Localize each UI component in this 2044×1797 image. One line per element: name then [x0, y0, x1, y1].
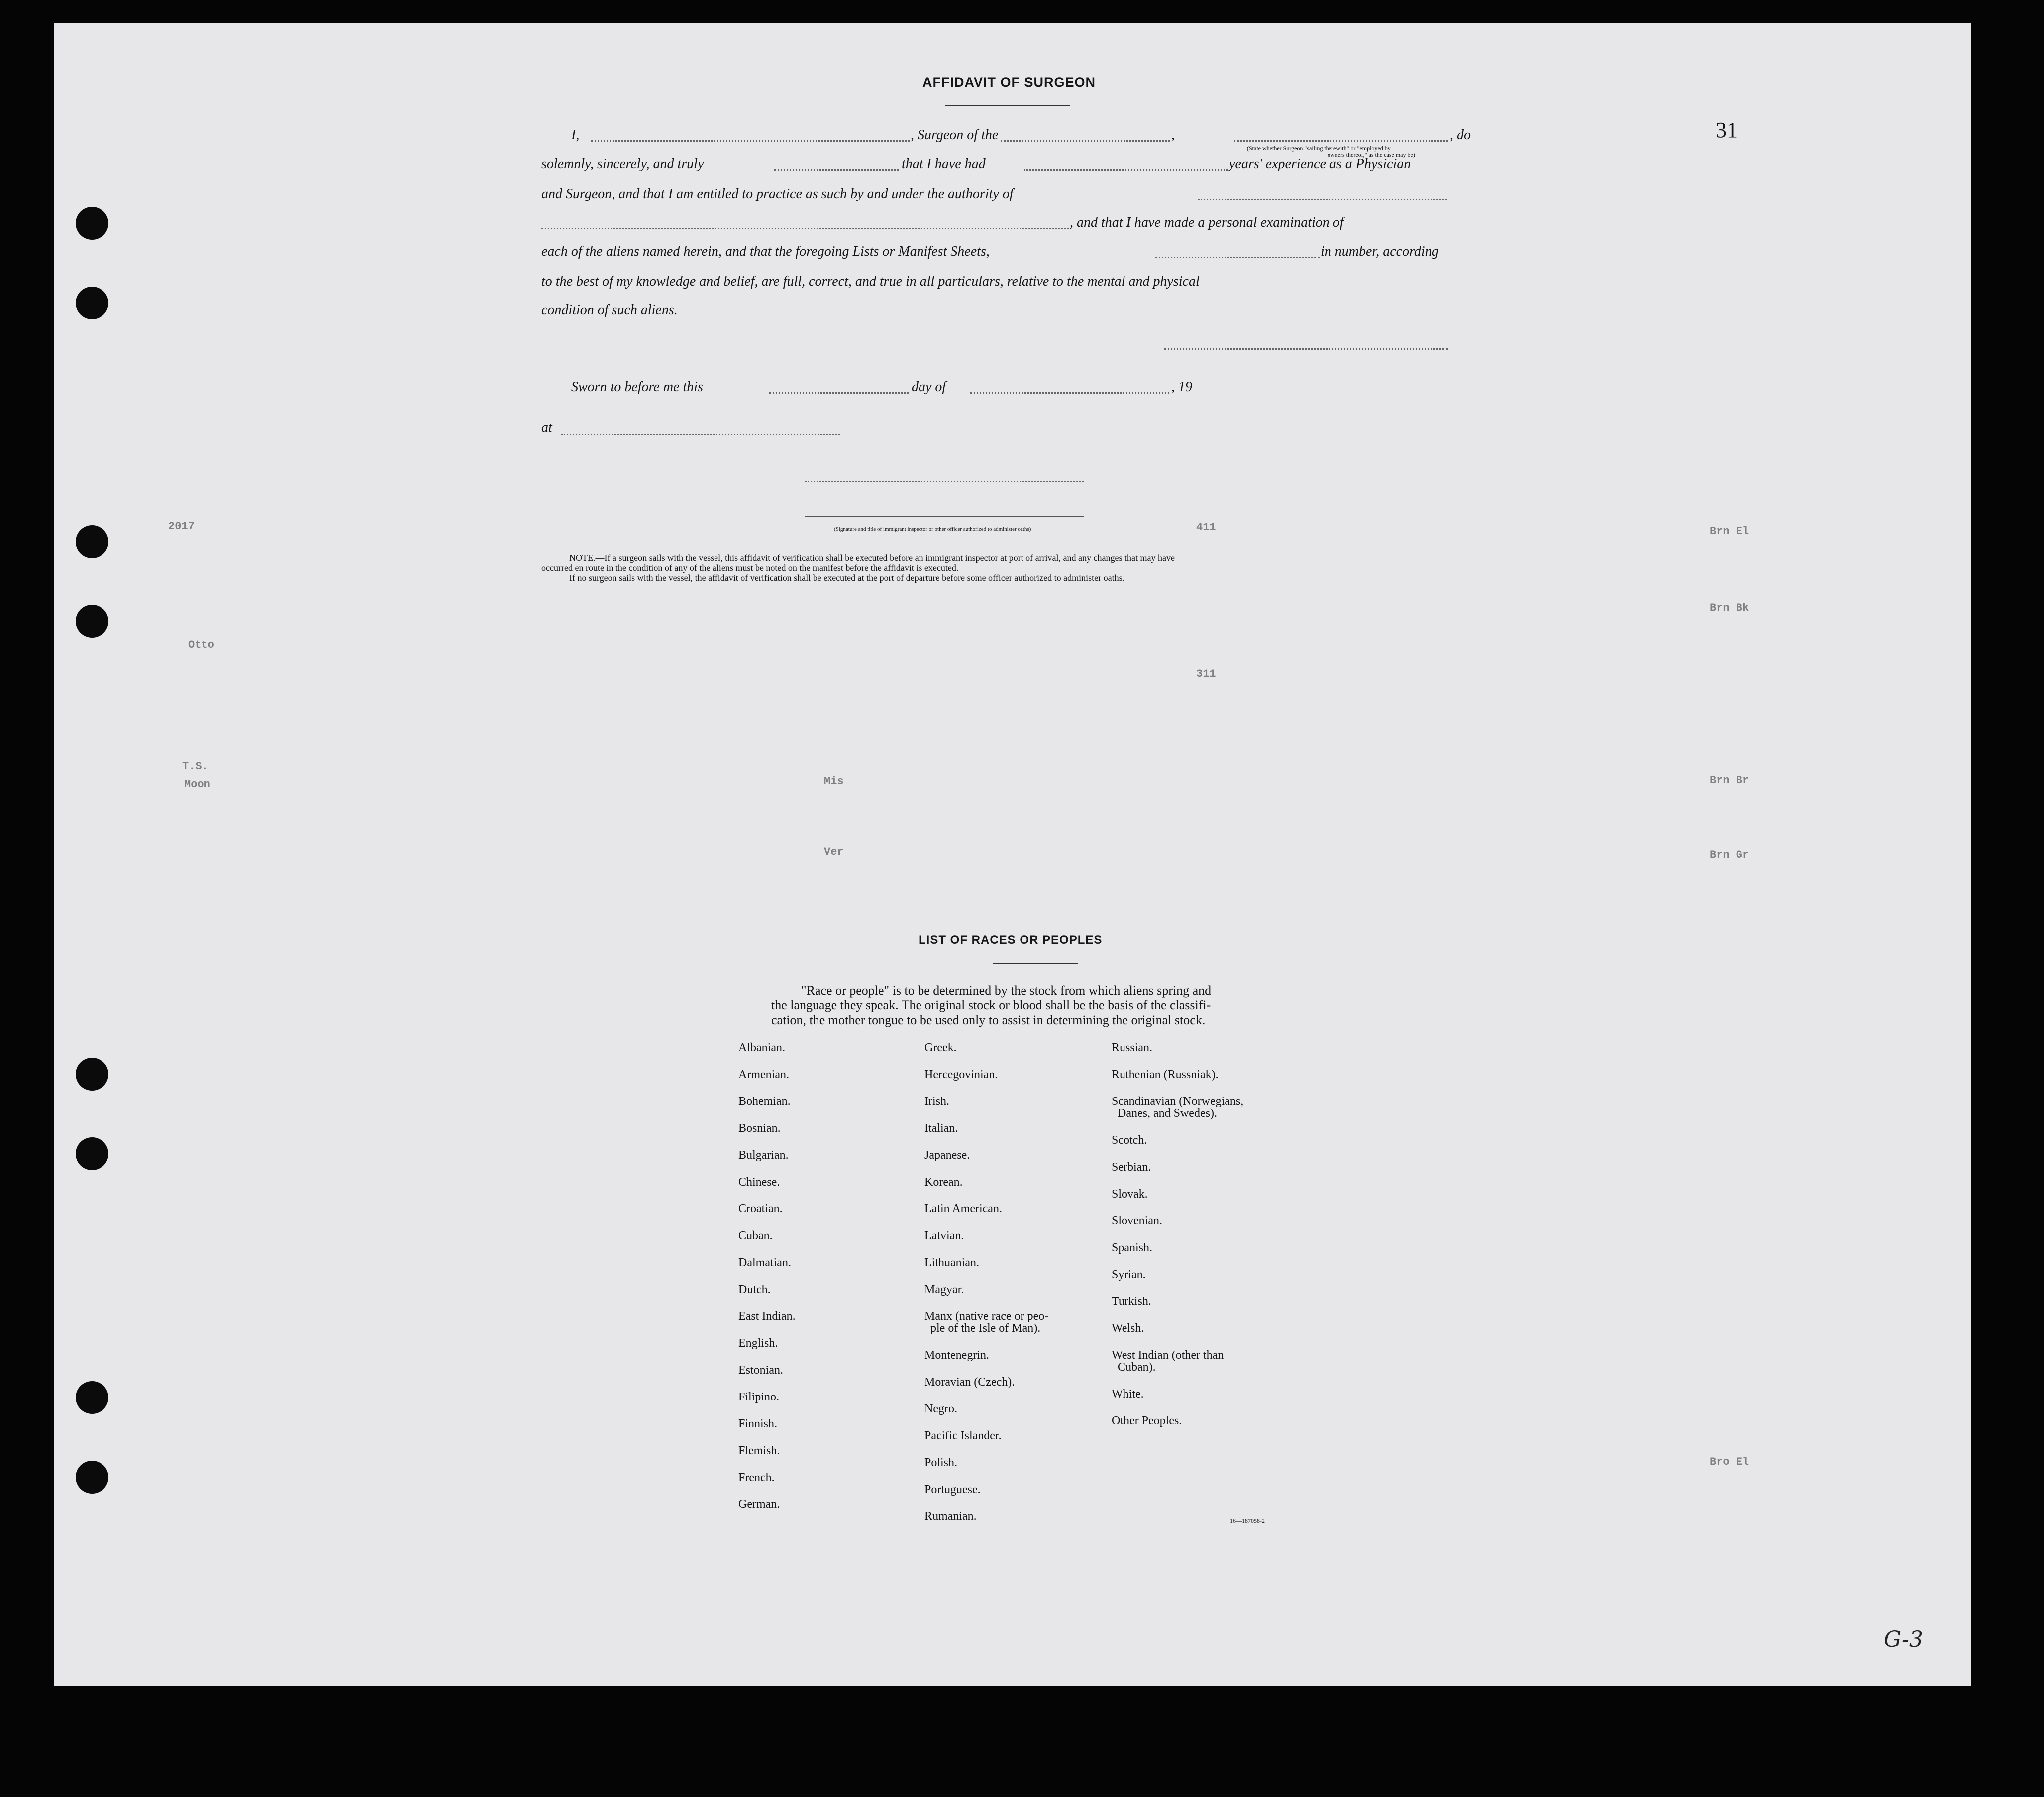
- affidavit-line-7: condition of such aliens.: [541, 302, 678, 318]
- surgeon-name-field[interactable]: [591, 140, 910, 142]
- note-line-1: NOTE.—If a surgeon sails with the vessel, this affidavit of verification shall be executed before an immigrant inspector at port of arrival, and any changes that may have: [569, 553, 1175, 563]
- races-intro-3: cation, the mother tongue to be used only to assist in determining the original stock.: [771, 1013, 1206, 1027]
- binder-hole: [76, 1461, 108, 1494]
- surgeon-signature-field[interactable]: [1164, 348, 1448, 350]
- race-item: English.: [738, 1337, 778, 1350]
- race-item: Chinese.: [738, 1176, 780, 1189]
- affidavit-title: AFFIDAVIT OF SURGEON: [922, 75, 1096, 90]
- race-item: Montenegrin.: [924, 1349, 989, 1362]
- affidavit-line-3: and Surgeon, and that I am entitled to practice as such by and under the authority of: [541, 186, 1014, 201]
- race-item: Dutch.: [738, 1283, 771, 1296]
- race-item: Estonian.: [738, 1364, 783, 1377]
- binder-hole: [76, 525, 108, 558]
- bleed-through-text: Brn Br: [1710, 774, 1749, 787]
- affidavit-line-2-end: years' experience as a Physician: [1229, 156, 1411, 172]
- race-item: German.: [738, 1498, 780, 1511]
- bleed-through-text: Brn Bk: [1710, 602, 1749, 614]
- race-item: Danes, and Swedes).: [1118, 1107, 1217, 1120]
- affidavit-line-4: , and that I have made a personal examination of: [1070, 215, 1344, 230]
- race-item: White.: [1112, 1388, 1144, 1400]
- race-item: Croatian.: [738, 1202, 783, 1215]
- race-item: Bulgarian.: [738, 1149, 789, 1162]
- race-item: Polish.: [924, 1456, 958, 1469]
- binder-hole: [76, 287, 108, 319]
- races-intro-2: the language they speak. The original stock or blood shall be the basis of the classifi-: [771, 998, 1211, 1012]
- race-item: Slovenian.: [1112, 1214, 1162, 1227]
- race-item: Albanian.: [738, 1041, 785, 1054]
- race-item: Moravian (Czech).: [924, 1376, 1015, 1389]
- sworn-day-of: day of: [912, 379, 946, 395]
- race-item: Latin American.: [924, 1202, 1002, 1215]
- race-item: East Indian.: [738, 1310, 796, 1323]
- race-item: Dalmatian.: [738, 1256, 791, 1269]
- race-item: Spanish.: [1112, 1241, 1153, 1254]
- race-item: Bosnian.: [738, 1122, 781, 1135]
- race-item: Cuban).: [1118, 1361, 1156, 1374]
- bleed-through-text: T.S.: [182, 760, 208, 773]
- races-intro: [771, 983, 1368, 1028]
- bleed-through-text: Ver: [824, 846, 844, 858]
- affidavit-line-1-comma: ,: [1171, 127, 1175, 143]
- bleed-through-text: Mis: [824, 775, 844, 788]
- years-field[interactable]: [1024, 169, 1228, 171]
- affidavit-line-1-end: , do: [1450, 127, 1471, 143]
- race-item: Welsh.: [1112, 1322, 1144, 1335]
- race-item: Irish.: [924, 1095, 949, 1108]
- form-code: 16—187058-2: [1230, 1517, 1265, 1524]
- affidavit-line-1-mid: , Surgeon of the: [911, 127, 999, 143]
- status-note: (State whether Surgeon "sailing therewith" or "employed by: [1247, 145, 1391, 152]
- binder-hole: [76, 1137, 108, 1170]
- authority-field[interactable]: [1198, 199, 1447, 200]
- vessel-field[interactable]: [1001, 140, 1170, 142]
- race-item: Japanese.: [924, 1149, 970, 1162]
- race-item: Other Peoples.: [1112, 1414, 1182, 1427]
- race-item: Korean.: [924, 1176, 963, 1189]
- race-item: Scandinavian (Norwegians,: [1112, 1095, 1244, 1108]
- race-item: Slovak.: [1112, 1188, 1148, 1200]
- race-item: Portuguese.: [924, 1483, 981, 1496]
- race-item: Scotch.: [1112, 1134, 1147, 1147]
- binder-hole: [76, 207, 108, 240]
- handwritten-mark: G-3: [1884, 1627, 1923, 1652]
- sworn-month-field[interactable]: [970, 392, 1169, 394]
- races-intro-1: "Race or people" is to be determined by the stock from which aliens spring and: [801, 983, 1212, 998]
- race-item: Lithuanian.: [924, 1256, 979, 1269]
- bleed-through-text: 311: [1196, 668, 1216, 680]
- races-title: LIST OF RACES OR PEOPLES: [919, 933, 1103, 947]
- place-field[interactable]: [561, 434, 840, 435]
- oath-verb-field[interactable]: [774, 169, 899, 171]
- title-underline: [945, 105, 1070, 106]
- race-item: Hercegovinian.: [924, 1068, 998, 1081]
- authority-field-continued[interactable]: [541, 228, 1069, 229]
- sworn-day-field[interactable]: [769, 392, 909, 394]
- affidavit-line-6: to the best of my knowledge and belief, are full, correct, and true in all particulars, relative to the mental and physical: [541, 274, 1200, 289]
- affidavit-line-5-start: each of the aliens named herein, and that the foregoing Lists or Manifest Sheets,: [541, 244, 990, 259]
- affidavit-line-1-start: I,: [571, 127, 580, 143]
- bleed-through-text: Otto: [188, 639, 214, 651]
- note-line-3: If no surgeon sails with the vessel, the affidavit of verification shall be executed at the port of departure before some officer authorized to administer oaths.: [569, 573, 1125, 583]
- race-item: Negro.: [924, 1402, 957, 1415]
- race-item: Rumanian.: [924, 1510, 977, 1523]
- signature-caption: (Signature and title of immigrant inspector or other officer authorized to administer oaths): [834, 526, 1031, 532]
- binder-hole: [76, 1058, 108, 1091]
- status-note-2: owners thereof," as the case may be): [1328, 151, 1415, 158]
- binder-hole: [76, 605, 108, 638]
- affidavit-line-5-end: in number, according: [1321, 244, 1439, 259]
- race-item: Pacific Islander.: [924, 1429, 1002, 1442]
- race-item: Russian.: [1112, 1041, 1153, 1054]
- race-item: Turkish.: [1112, 1295, 1151, 1308]
- race-item: Flemish.: [738, 1444, 780, 1457]
- race-item: Armenian.: [738, 1068, 789, 1081]
- race-item: Syrian.: [1112, 1268, 1146, 1281]
- sworn-year: , 19: [1171, 379, 1192, 395]
- page-number: 31: [1716, 118, 1737, 142]
- race-item: ple of the Isle of Man).: [930, 1322, 1041, 1335]
- race-item: Serbian.: [1112, 1161, 1151, 1174]
- race-item: Finnish.: [738, 1417, 778, 1430]
- sheet-count-field[interactable]: [1155, 257, 1320, 258]
- inspector-rule: [805, 516, 1084, 517]
- race-item: Italian.: [924, 1122, 958, 1135]
- race-item: Cuban.: [738, 1229, 773, 1242]
- race-item: Filipino.: [738, 1391, 780, 1403]
- surgeon-status-field[interactable]: [1234, 140, 1448, 142]
- bleed-through-text: Brn El: [1710, 525, 1749, 538]
- race-item: West Indian (other than: [1112, 1349, 1224, 1362]
- bleed-through-text: Bro El: [1710, 1456, 1749, 1468]
- bleed-through-text: 2017: [168, 520, 195, 533]
- manifest-page: [54, 23, 1971, 1686]
- race-item: Latvian.: [924, 1229, 964, 1242]
- inspector-signature-field[interactable]: [805, 481, 1084, 482]
- race-item: Bohemian.: [738, 1095, 791, 1108]
- sworn-text: Sworn to before me this: [571, 379, 703, 395]
- race-item: French.: [738, 1471, 775, 1484]
- bleed-through-text: Moon: [184, 778, 210, 791]
- affidavit-line-2-mid: that I have had: [902, 156, 986, 172]
- at-label: at: [541, 420, 552, 435]
- affidavit-line-2-start: solemnly, sincerely, and truly: [541, 156, 704, 172]
- race-item: Ruthenian (Russniak).: [1112, 1068, 1219, 1081]
- races-title-underline: [993, 963, 1078, 964]
- bleed-through-text: 411: [1196, 521, 1216, 534]
- race-item: Manx (native race or peo-: [924, 1310, 1049, 1323]
- note-line-2: occurred en route in the condition of any of the aliens must be noted on the manifest before the affidavit is executed.: [541, 563, 959, 573]
- bleed-through-text: Brn Gr: [1710, 849, 1749, 861]
- binder-hole: [76, 1381, 108, 1414]
- race-item: Magyar.: [924, 1283, 964, 1296]
- race-item: Greek.: [924, 1041, 957, 1054]
